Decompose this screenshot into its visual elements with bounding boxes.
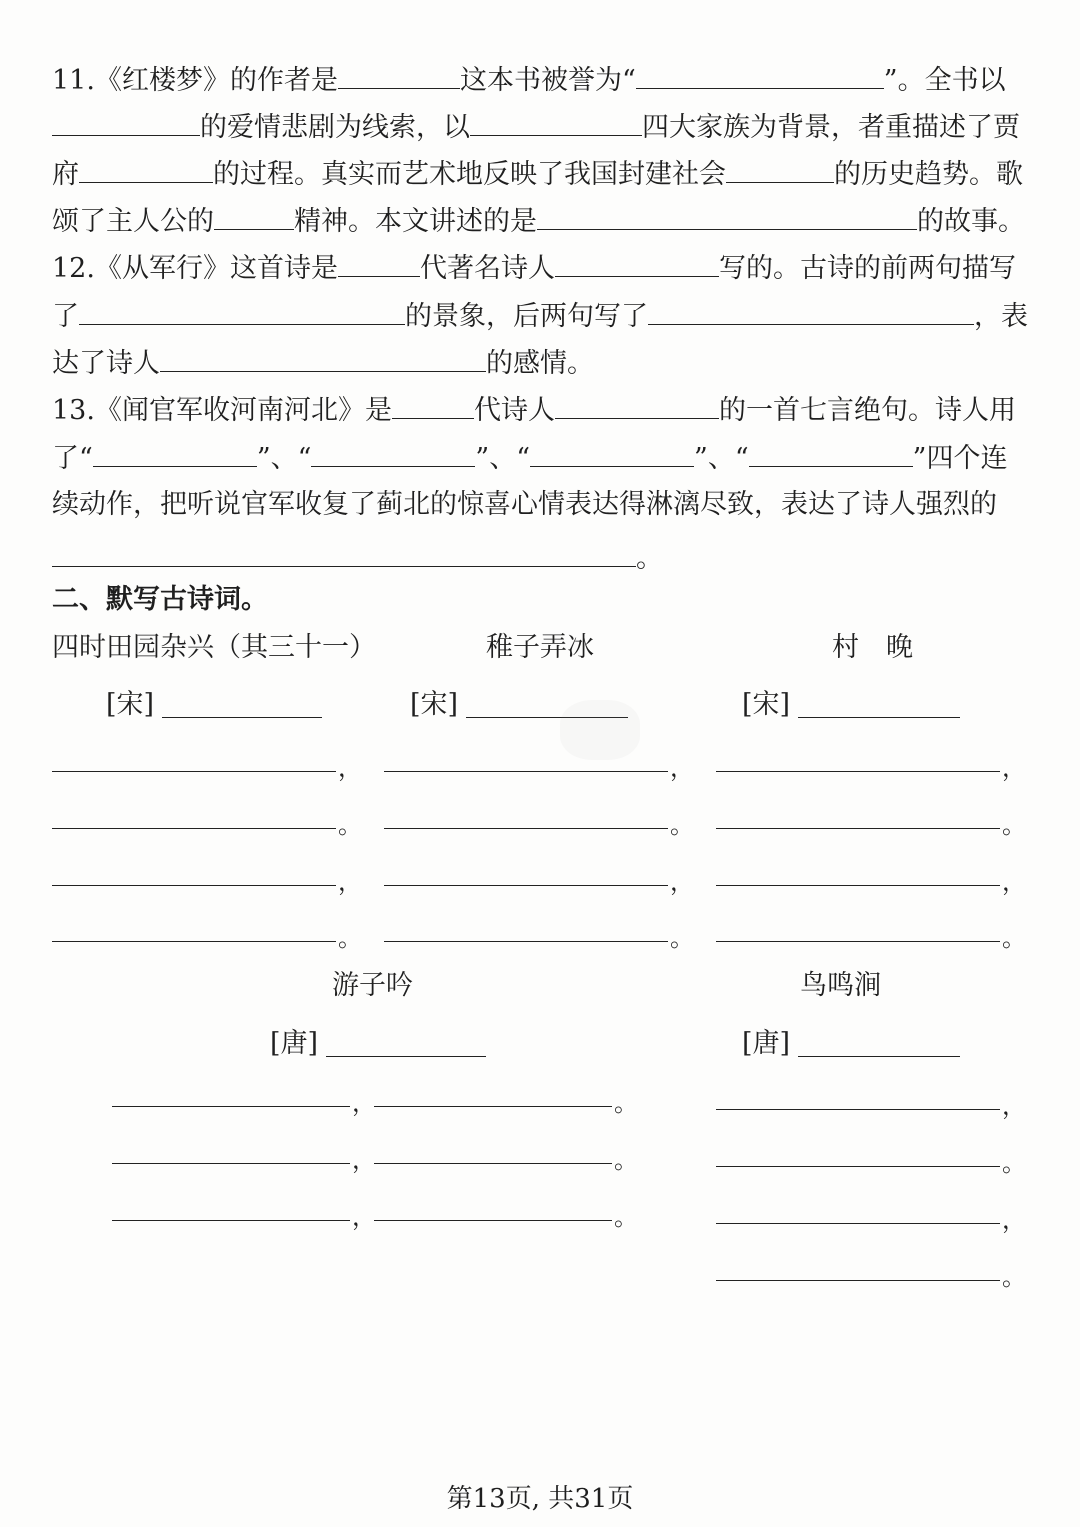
q11-line-1 bbox=[52, 60, 1028, 101]
answer-blank[interactable] bbox=[392, 390, 474, 419]
verse-blank[interactable] bbox=[384, 828, 668, 829]
verse-blank[interactable] bbox=[384, 941, 668, 942]
comma-mark: ， bbox=[352, 1089, 376, 1117]
verse-blank[interactable] bbox=[716, 941, 1000, 942]
verse-blank[interactable] bbox=[112, 1106, 350, 1107]
period-mark: 。 bbox=[670, 811, 694, 839]
q13-text: ”、“ bbox=[256, 443, 312, 474]
verse-blank[interactable] bbox=[374, 1106, 612, 1107]
period-mark: 。 bbox=[614, 1089, 638, 1117]
comma-mark: ， bbox=[670, 754, 694, 782]
answer-blank[interactable] bbox=[52, 107, 200, 136]
q12-text: 的景象，后两句写了 bbox=[405, 301, 648, 332]
period-mark: 。 bbox=[670, 924, 694, 952]
q12-line-3 bbox=[52, 343, 1028, 384]
q12-text: 了 bbox=[52, 301, 79, 332]
answer-blank[interactable] bbox=[648, 296, 974, 325]
answer-blank[interactable] bbox=[726, 154, 834, 183]
verse-blank[interactable] bbox=[112, 1220, 350, 1221]
answer-blank[interactable] bbox=[93, 438, 257, 467]
page-number-footer: 第13页, 共31页 bbox=[446, 1484, 634, 1514]
q11-text: 的故事。 bbox=[917, 206, 1025, 237]
author-blank[interactable] bbox=[798, 717, 960, 718]
comma-mark: ， bbox=[1002, 868, 1026, 896]
comma-mark: ， bbox=[1002, 1206, 1026, 1234]
comma-mark: ， bbox=[1002, 1092, 1026, 1120]
q13-line-1 bbox=[52, 390, 1028, 431]
q13-text: 代诗人 bbox=[473, 395, 555, 426]
answer-blank[interactable] bbox=[338, 248, 420, 277]
period-mark: 。 bbox=[1002, 924, 1026, 952]
watermark-smudge bbox=[560, 700, 640, 760]
verse-blank[interactable] bbox=[716, 1166, 1000, 1167]
poem-title: 鸟鸣涧 bbox=[800, 970, 881, 1001]
q11-line-2 bbox=[52, 107, 1028, 148]
q12-line-2 bbox=[52, 296, 1028, 337]
answer-blank[interactable] bbox=[749, 438, 913, 467]
comma-mark: ， bbox=[1002, 754, 1026, 782]
author-blank[interactable] bbox=[798, 1056, 960, 1057]
dynasty-label: [宋] bbox=[410, 689, 459, 720]
q11-text: 这本书被誉为“ bbox=[459, 65, 636, 96]
q12-text: ，表 bbox=[974, 301, 1028, 332]
poem-title: 四时田园杂兴（其三十一） bbox=[52, 632, 376, 663]
q11-text: 府 bbox=[52, 159, 79, 190]
answer-blank[interactable] bbox=[160, 343, 486, 372]
answer-blank[interactable] bbox=[530, 438, 694, 467]
comma-mark: ， bbox=[352, 1203, 376, 1231]
comma-mark: ， bbox=[670, 868, 694, 896]
q11-text: 颂了主人公的 bbox=[52, 206, 214, 237]
answer-blank[interactable] bbox=[214, 201, 294, 230]
section-heading: 二、默写古诗词。 bbox=[52, 584, 268, 615]
verse-blank[interactable] bbox=[716, 771, 1000, 772]
q13-text: ”四个连 bbox=[912, 443, 1008, 474]
answer-blank[interactable] bbox=[338, 60, 460, 89]
verse-blank[interactable] bbox=[716, 1223, 1000, 1224]
period-mark: 。 bbox=[1002, 1263, 1026, 1291]
answer-blank[interactable] bbox=[537, 201, 917, 230]
dynasty-label: [唐] bbox=[742, 1028, 791, 1059]
q13-line-2 bbox=[52, 438, 1028, 479]
q11-text: 四大家族为背景，者重描述了贾 bbox=[642, 112, 1020, 143]
q11-text: 的过程。真实而艺术地反映了我国封建社会 bbox=[213, 159, 726, 190]
answer-blank[interactable] bbox=[555, 248, 719, 277]
answer-blank[interactable] bbox=[555, 390, 719, 419]
q13-text: ”、“ bbox=[694, 443, 749, 474]
q11-text: ”。全书以 bbox=[883, 65, 1006, 96]
q11-text: 11.《红楼梦》的作者是 bbox=[52, 65, 338, 96]
q12-text: 的感情。 bbox=[486, 348, 594, 379]
period-mark: 。 bbox=[338, 924, 362, 952]
dynasty-label: [唐] bbox=[270, 1028, 319, 1059]
verse-blank[interactable] bbox=[716, 828, 1000, 829]
poem-title: 村 晚 bbox=[832, 632, 913, 663]
q12-text: 达了诗人 bbox=[52, 348, 160, 379]
answer-blank[interactable] bbox=[311, 438, 475, 467]
dynasty-label: [宋] bbox=[106, 689, 155, 720]
verse-blank[interactable] bbox=[384, 771, 668, 772]
q11-line-4 bbox=[52, 201, 1028, 242]
verse-blank[interactable] bbox=[384, 885, 668, 886]
q13-text: 。 bbox=[636, 543, 663, 574]
q12-text: 12.《从军行》这首诗是 bbox=[52, 253, 338, 284]
q13-text: 了“ bbox=[52, 443, 93, 474]
verse-blank[interactable] bbox=[52, 885, 336, 886]
period-mark: 。 bbox=[1002, 1149, 1026, 1177]
author-blank[interactable] bbox=[326, 1056, 486, 1057]
q11-line-3 bbox=[52, 154, 1028, 195]
comma-mark: ， bbox=[338, 868, 362, 896]
poem-title: 稚子弄冰 bbox=[486, 632, 594, 663]
q12-line-1 bbox=[52, 248, 1028, 289]
verse-blank[interactable] bbox=[374, 1163, 612, 1164]
verse-blank[interactable] bbox=[716, 1109, 1000, 1110]
q13-text: 续动作，把听说官军收复了蓟北的惊喜心情表达得淋漓尽致，表达了诗人强烈的 bbox=[52, 489, 997, 520]
q13-text: 13.《闻官军收河南河北》是 bbox=[52, 395, 392, 426]
answer-blank[interactable] bbox=[636, 60, 884, 89]
answer-blank[interactable] bbox=[79, 296, 405, 325]
period-mark: 。 bbox=[338, 811, 362, 839]
verse-blank[interactable] bbox=[52, 941, 336, 942]
q12-text: 代著名诗人 bbox=[419, 253, 555, 284]
answer-blank[interactable] bbox=[79, 154, 213, 183]
comma-mark: ， bbox=[338, 754, 362, 782]
q11-text: 的历史趋势。歌 bbox=[834, 159, 1023, 190]
q11-text: 的爱情悲剧为线索，以 bbox=[200, 112, 470, 143]
poem-title: 游子吟 bbox=[332, 970, 413, 1001]
verse-blank[interactable] bbox=[374, 1220, 612, 1221]
period-mark: 。 bbox=[614, 1203, 638, 1231]
q13-text: ”、“ bbox=[475, 443, 531, 474]
verse-blank[interactable] bbox=[112, 1163, 350, 1164]
verse-blank[interactable] bbox=[716, 885, 1000, 886]
dynasty-label: [宋] bbox=[742, 689, 791, 720]
verse-blank[interactable] bbox=[716, 1280, 1000, 1281]
answer-blank[interactable] bbox=[52, 538, 636, 567]
period-mark: 。 bbox=[614, 1146, 638, 1174]
answer-blank[interactable] bbox=[470, 107, 642, 136]
period-mark: 。 bbox=[1002, 811, 1026, 839]
q13-text: 的一首七言绝句。诗人用 bbox=[718, 395, 1016, 426]
author-blank[interactable] bbox=[162, 717, 322, 718]
verse-blank[interactable] bbox=[52, 828, 336, 829]
q13-line-4 bbox=[52, 538, 1028, 579]
q11-text: 精神。本文讲述的是 bbox=[294, 206, 537, 237]
verse-blank[interactable] bbox=[52, 771, 336, 772]
q13-line-3 bbox=[52, 485, 1028, 525]
comma-mark: ， bbox=[352, 1146, 376, 1174]
q12-text: 写的。古诗的前两句描写 bbox=[718, 253, 1016, 284]
